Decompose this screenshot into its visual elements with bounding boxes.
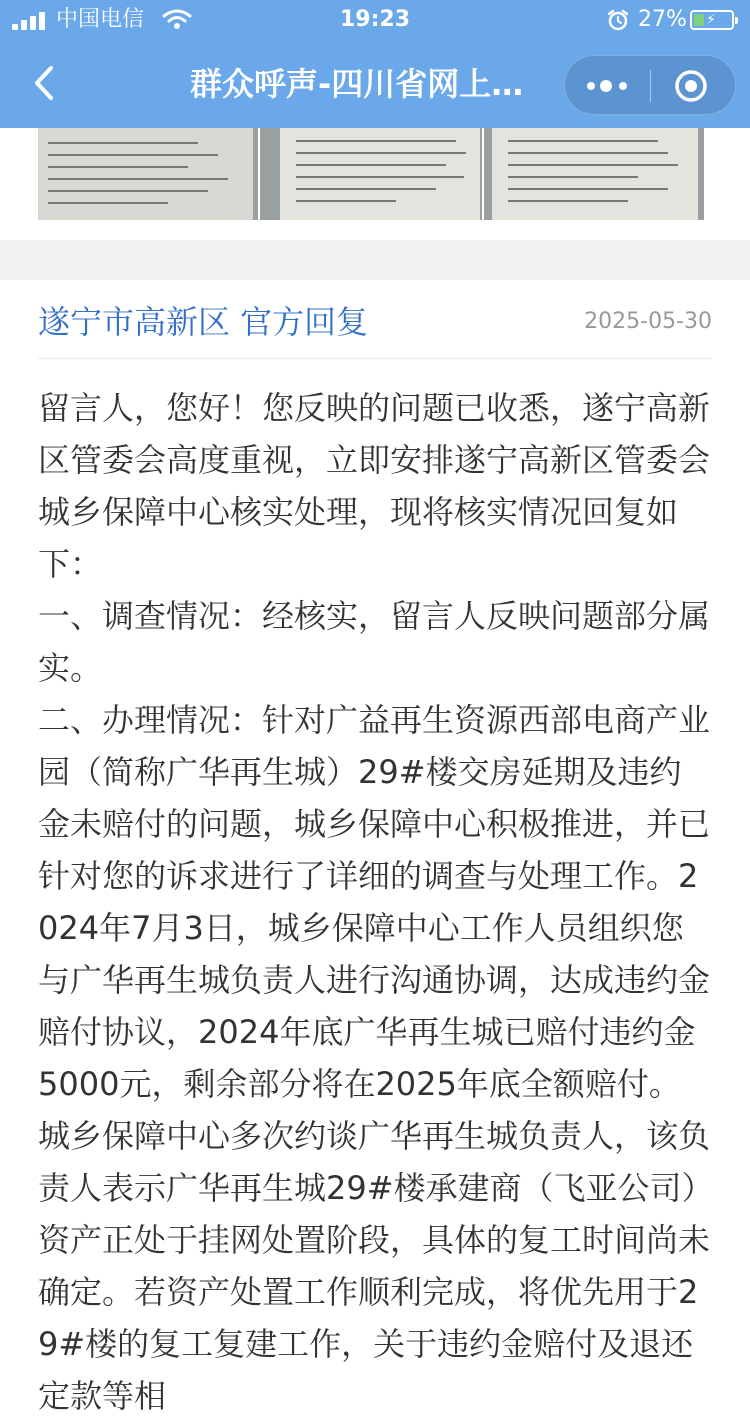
attachment-image[interactable] [38,128,258,220]
attachment-image[interactable] [484,128,704,220]
mini-program-capsule [564,55,736,115]
more-dots-icon[interactable] [587,74,631,98]
section-divider [0,240,750,280]
reply-paragraph: 留言人，您好！您反映的问题已收悉，遂宁高新区管委会高度重视，立即安排遂宁高新区管委会城乡保障中心核实处理，现将核实情况回复如下： [38,389,711,583]
reply-paragraph: 一、调查情况：经核实，留言人反映问题部分属实。 [38,597,711,687]
target-close-icon[interactable] [673,68,709,104]
status-time: 19:23 [339,7,411,32]
alarm-icon [606,8,630,32]
reply-organization: 遂宁市高新区 官方回复 [38,303,369,341]
reply-paragraph: 二、办理情况：针对广益再生资源西部电商产业园（简称广华再生城）29#楼交房延期及违约金未赔付的问题，城乡保障中心积极推进，并已针对您的诉求进行了详细的调查与处理工作。2024年7月3日，城乡保障中心工作人员组织您与广华再生城负责人进行沟通协调，达成违约金赔付协议，2024年底广华再生城已赔付违约金5000元，剩余部分将在2025年底全额赔付。城乡保障中心多次约谈广华再生城负责人，该负责人表示广华再生城29#楼承建商（飞亚公司）资产正处于挂网处置阶段，具体的复工时间尚未确定。若资产处置工作顺利完成，将优先用于29#楼的复工复建工作，关于违约金赔付及退还定款等相 [38,701,711,1415]
top-bar [0,0,750,128]
page-title: 群众呼声-四川省网上… [190,65,524,103]
battery-icon [690,10,734,30]
attachment-image[interactable] [260,128,482,220]
reply-body [38,382,712,1415]
battery-percent: 27% [638,7,687,32]
reply-date: 2025-05-30 [584,309,712,334]
attachment-images [0,128,750,240]
carrier-name: 中国电信 [56,7,145,32]
battery-fill [694,14,704,26]
charging-icon: ⚡ [706,12,716,28]
reply-header [38,294,712,354]
status-bar [0,0,750,40]
header-divider [38,358,712,359]
back-button[interactable] [20,58,70,108]
